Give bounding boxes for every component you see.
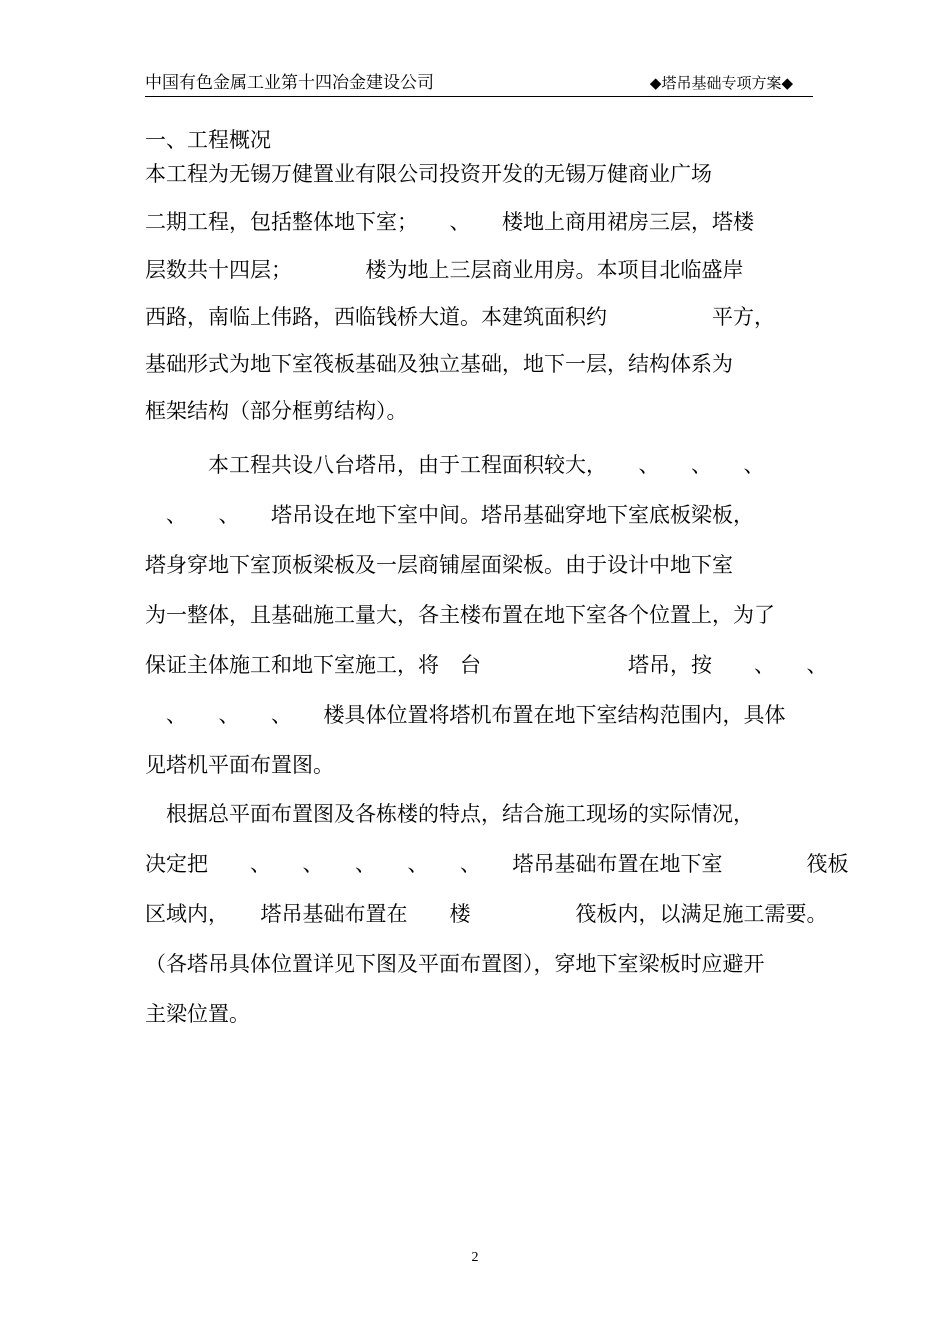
text-line: 框架结构（部分框剪结构）。 bbox=[145, 399, 408, 423]
text-line: 本工程为无锡万健置业有限公司投资开发的无锡万健商业广场 bbox=[145, 162, 712, 186]
text-line: 保证主体施工和地下室施工，将 台 塔吊，按 、 、 bbox=[145, 653, 828, 677]
text-line: （各塔吊具体位置详见下图及平面布置图），穿地下室梁板时应避开 bbox=[145, 952, 765, 976]
text-line: 、 、 塔吊设在地下室中间。塔吊基础穿地下室底板梁板， bbox=[145, 503, 754, 527]
text-line: 本工程共设八台塔吊，由于工程面积较大， 、 、 、 bbox=[145, 453, 765, 477]
text-line: 为一整体，且基础施工量大，各主楼布置在地下室各个位置上，为了 bbox=[145, 603, 775, 627]
text-line: 决定把 、 、 、 、 、 塔吊基础布置在地下室 筏板 bbox=[145, 852, 849, 876]
text-line: 见塔机平面布置图。 bbox=[145, 753, 334, 777]
text-line: 主梁位置。 bbox=[145, 1002, 250, 1026]
text-line: 基础形式为地下室筏板基础及独立基础，地下一层，结构体系为 bbox=[145, 352, 733, 376]
page-header bbox=[145, 64, 813, 97]
text-line: 区域内， 塔吊基础布置在 楼 筏板内，以满足施工需要。 bbox=[145, 902, 828, 926]
document-title: ◆塔吊基础专项方案◆ bbox=[649, 74, 793, 92]
text-line: 塔身穿地下室顶板梁板及一层商铺屋面梁板。由于设计中地下室 bbox=[145, 553, 733, 577]
page-number: 2 bbox=[471, 1250, 479, 1265]
text-line: 根据总平面布置图及各栋楼的特点，结合施工现场的实际情况， bbox=[145, 802, 754, 826]
text-line: 西路，南临上伟路，西临钱桥大道。本建筑面积约 平方， bbox=[145, 305, 775, 329]
text-line: 、 、 、 楼具体位置将塔机布置在地下室结构范围内，具体 bbox=[145, 703, 786, 727]
section-title: 一、工程概况 bbox=[145, 128, 271, 152]
text-line: 二期工程，包括整体地下室； 、 楼地上商用裙房三层，塔楼 bbox=[145, 210, 754, 234]
text-line: 层数共十四层； 楼为地上三层商业用房。本项目北临盛岸 bbox=[145, 258, 744, 282]
company-name: 中国有色金属工业第十四冶金建设公司 bbox=[145, 73, 434, 93]
